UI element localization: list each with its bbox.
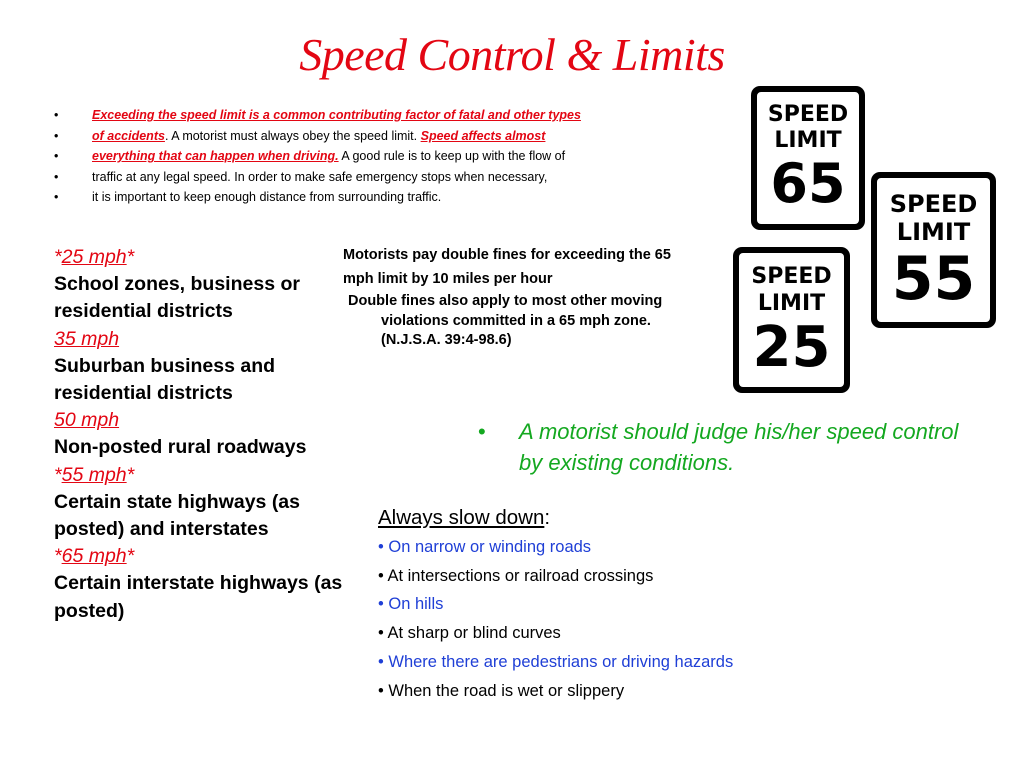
sign-word-speed: SPEED: [751, 264, 832, 289]
intro-text: traffic at any legal speed. In order to make safe emergency stops when necessary,: [92, 169, 548, 184]
slow-down-item: [378, 648, 838, 677]
sign-number: 25: [752, 315, 831, 380]
star-mark: *: [54, 463, 62, 486]
star-mark: *: [54, 246, 62, 268]
speed-value: 65 mph: [61, 545, 127, 568]
limit-entry: [54, 543, 354, 625]
sign-face: [736, 250, 847, 390]
slow-down-item-text: When the road is wet or slippery: [388, 681, 625, 700]
sign-word-limit: LIMIT: [757, 291, 826, 316]
slow-down-item-text: On narrow or winding roads: [388, 538, 592, 556]
speed-value: 35 mph: [54, 327, 120, 350]
slow-down-heading-text: Always slow down: [378, 506, 545, 529]
intro-paragraph: [54, 105, 674, 208]
intro-emphasis: everything that can happen when driving.: [92, 149, 339, 164]
limit-speed: [54, 543, 354, 570]
limit-description: Suburban business and residential districts: [54, 354, 276, 405]
speed-limit-65-sign: [751, 86, 865, 230]
sign-face: [754, 89, 862, 227]
bullet-icon: •: [378, 652, 384, 671]
speed-limits-list: [54, 244, 354, 625]
fines-paragraph-1: Motorists pay double fines for exceeding the 65 mph limit by 10 miles per hour: [343, 247, 671, 287]
bullet-icon: •: [378, 538, 384, 556]
star-mark: *: [126, 463, 135, 486]
speed-value: 50 mph: [54, 409, 120, 432]
slow-down-list: [378, 503, 838, 705]
limit-description: Non-posted rural roadways: [54, 436, 307, 459]
bullet-icon: •: [378, 595, 384, 614]
limit-speed: [54, 326, 354, 353]
sign-word-speed: SPEED: [889, 190, 978, 218]
limit-entry: [54, 326, 354, 408]
slow-down-item: [378, 533, 838, 562]
speed-limit-55-sign: [871, 172, 996, 328]
slow-down-item-text: At sharp or blind curves: [387, 624, 561, 643]
speed-value: 25 mph: [61, 246, 127, 268]
intro-text: it is important to keep enough distance from surrounding traffic.: [92, 190, 442, 205]
bullet-icon: •: [478, 419, 486, 444]
slide-title: Speed Control & Limits: [299, 29, 725, 80]
slow-down-item-text: On hills: [388, 595, 444, 614]
limit-description: School zones, business or residential districts: [54, 273, 300, 323]
intro-emphasis: Exceeding the speed limit is a common contributing factor of fatal and other types: [92, 108, 581, 122]
limit-entry: [54, 244, 354, 326]
sign-number: 65: [770, 152, 846, 215]
judge-speed-note: [478, 416, 978, 478]
slow-down-item: [378, 619, 838, 648]
limit-description: Certain interstate highways (as posted): [54, 572, 343, 622]
fines-paragraph-2: Double fines also apply to most other moving violations committed in a 65 mph zone. (N.J.S.A. 39:4-98.6): [348, 293, 663, 348]
limit-speed: [54, 244, 354, 271]
judge-speed-text: A motorist should judge his/her speed control by existing conditions.: [519, 419, 959, 475]
sign-face: [874, 175, 993, 325]
speed-value: 55 mph: [61, 463, 127, 486]
sign-number: 55: [891, 244, 976, 314]
double-fines-note: [343, 243, 688, 351]
slow-down-item-text: Where there are pedestrians or driving hazards: [388, 652, 734, 671]
limit-entry: [54, 462, 354, 544]
intro-text: . A motorist must always obey the speed limit.: [164, 128, 421, 143]
intro-line-4: [54, 167, 674, 188]
intro-emphasis: Speed affects almost: [420, 128, 546, 143]
star-mark: *: [126, 246, 135, 268]
intro-line-2: [54, 126, 674, 147]
heading-colon: :: [544, 506, 551, 529]
intro-line-1: [54, 105, 674, 126]
slow-down-item: [378, 590, 838, 619]
intro-emphasis: of accidents: [92, 128, 165, 143]
limit-speed: [54, 407, 354, 434]
star-mark: *: [126, 545, 135, 568]
slow-down-item-text: At intersections or railroad crossings: [387, 566, 654, 585]
intro-line-5: [54, 187, 674, 208]
sign-word-limit: LIMIT: [896, 218, 971, 246]
slow-down-heading: [378, 503, 838, 533]
limit-speed: [54, 462, 354, 489]
sign-word-limit: LIMIT: [774, 128, 842, 153]
intro-line-3: [54, 146, 674, 167]
slow-down-item: [378, 562, 838, 591]
intro-text: A good rule is to keep up with the flow of: [338, 149, 566, 164]
star-mark: *: [54, 545, 62, 568]
speed-limit-25-sign: [733, 247, 850, 393]
slow-down-item: [378, 677, 838, 706]
sign-word-speed: SPEED: [767, 102, 849, 127]
bullet-icon: •: [378, 681, 384, 700]
limit-description: Certain state highways (as posted) and interstates: [54, 490, 300, 541]
bullet-icon: •: [378, 624, 384, 643]
limit-entry: [54, 407, 354, 461]
bullet-icon: •: [378, 566, 384, 585]
